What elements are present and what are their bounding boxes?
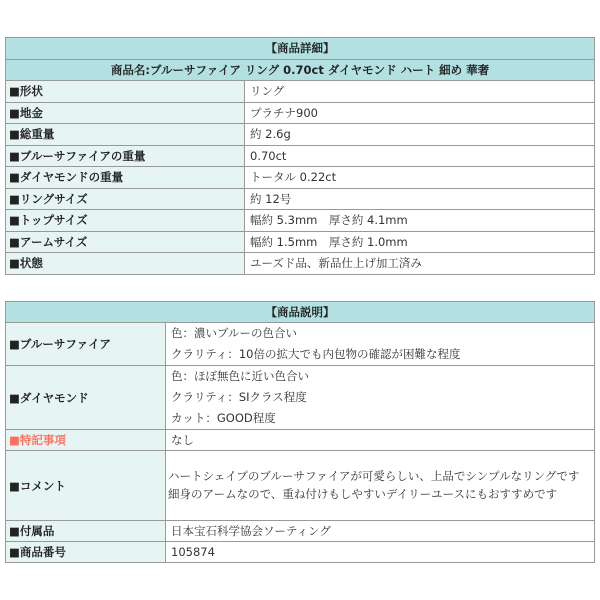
comment-line: ハートシェイプのブルーサファイアが可愛らしい、上品でシンプルなリングです bbox=[168, 469, 580, 483]
detail-label: ■状態 bbox=[6, 253, 245, 275]
detail-label: ■トップサイズ bbox=[6, 210, 245, 232]
detail-row-shape bbox=[6, 81, 595, 103]
desc-row-diamond bbox=[6, 366, 595, 430]
desc-row-item-number bbox=[6, 542, 595, 563]
detail-value: 幅約 5.3mm 厚さ約 4.1mm bbox=[245, 210, 595, 232]
detail-value: ユーズド品、新品仕上げ加工済み bbox=[245, 253, 595, 275]
desc-label: ■コメント bbox=[6, 451, 166, 521]
desc-row-accessory bbox=[6, 521, 595, 542]
diamond-cut-line: カット：GOOD程度 bbox=[171, 411, 276, 425]
desc-label: ■ブルーサファイア bbox=[6, 323, 166, 366]
desc-label-special: ■特記事項 bbox=[6, 430, 166, 451]
desc-value: なし bbox=[166, 430, 595, 451]
description-header: 【商品説明】 bbox=[6, 302, 595, 323]
detail-value: 約 12号 bbox=[245, 188, 595, 210]
desc-row-sapphire bbox=[6, 323, 595, 366]
desc-label: ■付属品 bbox=[6, 521, 166, 542]
detail-label: ■ブルーサファイアの重量 bbox=[6, 145, 245, 167]
desc-value bbox=[166, 451, 595, 521]
desc-value: 日本宝石科学協会ソーティング bbox=[166, 521, 595, 542]
diamond-clarity-line: クラリティ：SIクラス程度 bbox=[171, 390, 307, 404]
desc-row-special bbox=[6, 430, 595, 451]
detail-value: トータル 0.22ct bbox=[245, 167, 595, 189]
detail-label: ■形状 bbox=[6, 81, 245, 103]
product-description-table bbox=[5, 301, 595, 563]
detail-label: ■総重量 bbox=[6, 124, 245, 146]
detail-value: リング bbox=[245, 81, 595, 103]
product-detail-table bbox=[5, 37, 595, 275]
comment-line: 細身のアームなので、重ね付けもしやすいデイリーユースにもおすすめです bbox=[168, 486, 558, 501]
desc-label: ■商品番号 bbox=[6, 542, 166, 563]
detail-row-diamond-weight bbox=[6, 167, 595, 189]
sapphire-clarity-line: クラリティ：10倍の拡大でも内包物の確認が困難な程度 bbox=[171, 347, 461, 361]
detail-label: ■地金 bbox=[6, 102, 245, 124]
detail-row-arm-size bbox=[6, 231, 595, 253]
detail-value: 約 2.6g bbox=[245, 124, 595, 146]
diamond-color-line: 色：ほぼ無色に近い色合い bbox=[171, 369, 309, 383]
detail-row-sapphire-weight bbox=[6, 145, 595, 167]
detail-value: 幅約 1.5mm 厚さ約 1.0mm bbox=[245, 231, 595, 253]
desc-row-comment bbox=[6, 451, 595, 521]
detail-row-total-weight bbox=[6, 124, 595, 146]
product-name: 商品名:ブルーサファイア リング 0.70ct ダイヤモンド ハート 細め 華奢 bbox=[6, 59, 595, 81]
detail-row-condition bbox=[6, 253, 595, 275]
detail-row-top-size bbox=[6, 210, 595, 232]
detail-label: ■リングサイズ bbox=[6, 188, 245, 210]
detail-row-metal bbox=[6, 102, 595, 124]
desc-value: 105874 bbox=[166, 542, 595, 563]
detail-label: ■ダイヤモンドの重量 bbox=[6, 167, 245, 189]
desc-value bbox=[166, 323, 595, 366]
detail-value: 0.70ct bbox=[245, 145, 595, 167]
desc-value bbox=[166, 366, 595, 430]
detail-value: プラチナ900 bbox=[245, 102, 595, 124]
sapphire-color-line: 色：濃いブルーの色合い bbox=[171, 326, 298, 340]
detail-row-ring-size bbox=[6, 188, 595, 210]
detail-header: 【商品詳細】 bbox=[6, 38, 595, 60]
detail-label: ■アームサイズ bbox=[6, 231, 245, 253]
desc-label: ■ダイヤモンド bbox=[6, 366, 166, 430]
